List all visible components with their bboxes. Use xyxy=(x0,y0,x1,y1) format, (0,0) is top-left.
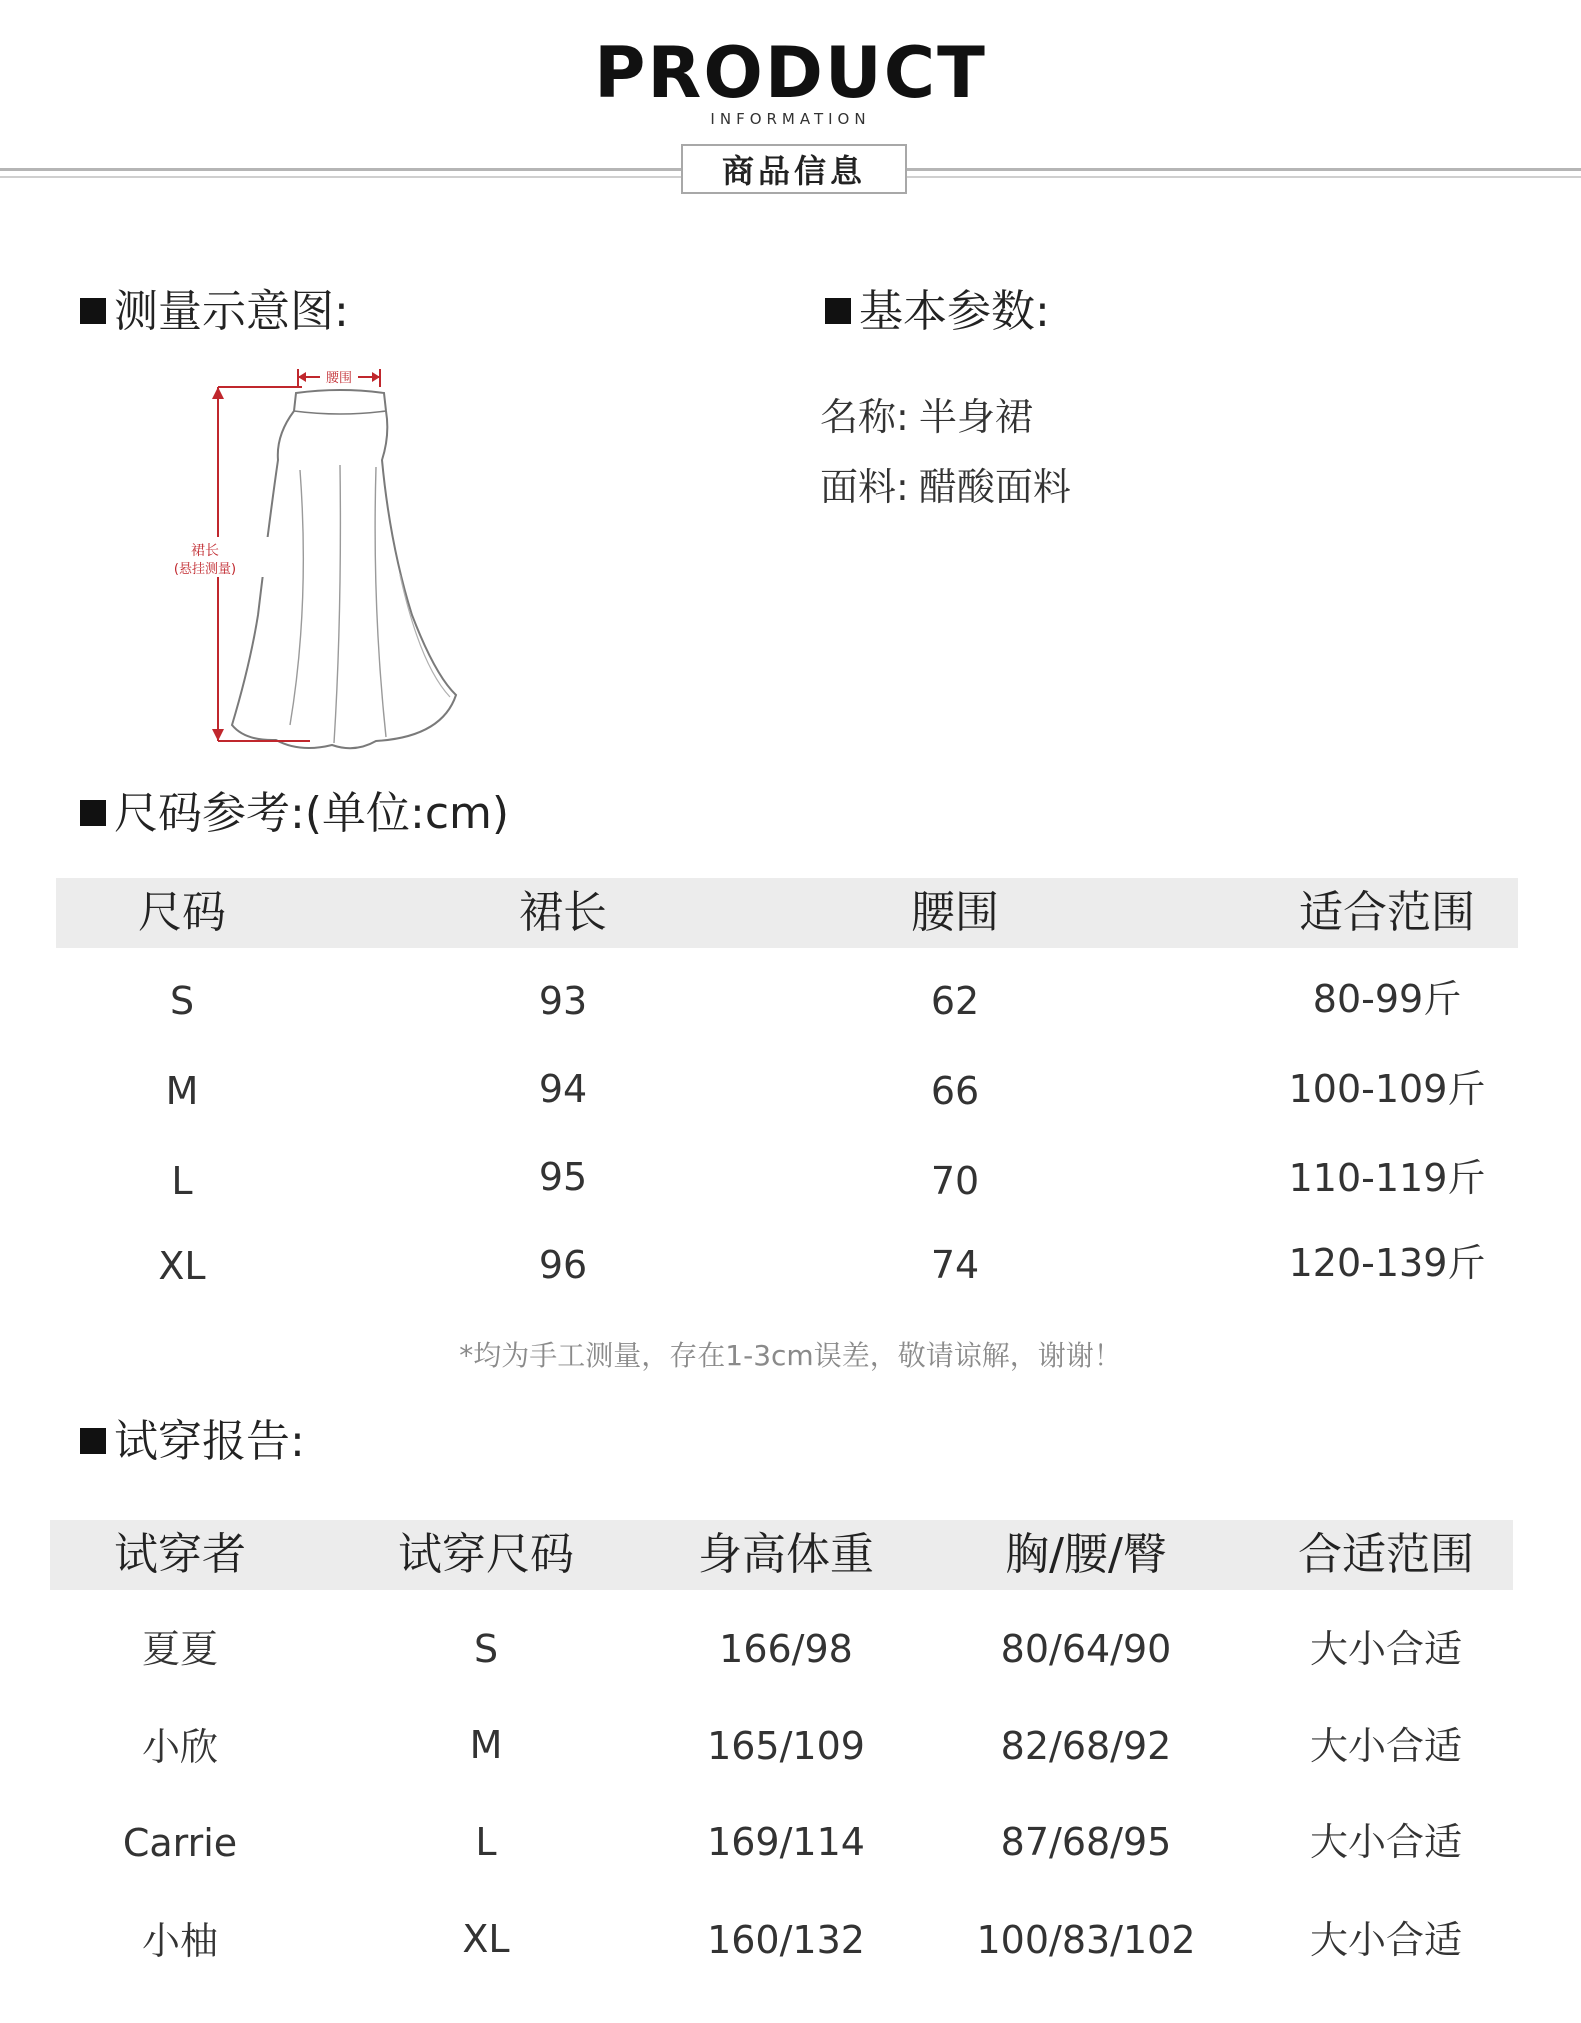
trial-cell: L xyxy=(475,1820,497,1864)
size-cell: 70 xyxy=(930,1159,980,1203)
size-cell: S xyxy=(169,979,195,1023)
trial-cell: XL xyxy=(462,1917,510,1961)
trial-cell: 大小合适 xyxy=(1309,1627,1462,1671)
size-cell: L xyxy=(171,1159,193,1203)
trial-heading-text: 试穿报告: xyxy=(114,1416,305,1467)
trial-cell: M xyxy=(469,1723,503,1767)
size-cell: 110-119斤 xyxy=(1288,1156,1486,1200)
header-label-box: 商品信息 xyxy=(681,144,907,194)
basic-heading xyxy=(825,284,1050,340)
trial-heading xyxy=(80,1414,305,1470)
size-cell: 62 xyxy=(930,979,980,1023)
trial-col-header: 试穿者 xyxy=(114,1529,246,1580)
fabric-label: 面料: xyxy=(820,465,909,509)
name-value: 半身裙 xyxy=(918,395,1033,439)
size-cell: 74 xyxy=(930,1243,980,1287)
trial-col-header: 试穿尺码 xyxy=(398,1529,574,1580)
trial-cell: 大小合适 xyxy=(1309,1820,1462,1864)
trial-cell: 165/109 xyxy=(707,1724,865,1768)
header-subtitle: INFORMATION xyxy=(710,110,871,128)
measure-heading xyxy=(80,284,349,340)
size-cell: 93 xyxy=(538,979,588,1023)
trial-cell: 小欣 xyxy=(141,1725,218,1769)
size-cell: M xyxy=(165,1069,199,1113)
trial-cell: 160/132 xyxy=(707,1918,865,1962)
trial-cell: S xyxy=(473,1627,499,1671)
basic-fabric-row xyxy=(820,462,1071,512)
header-rule-left xyxy=(0,168,681,171)
size-ref-heading xyxy=(80,786,509,842)
size-cell: 100-109斤 xyxy=(1288,1067,1486,1111)
size-col-header: 适合范围 xyxy=(1299,887,1475,938)
size-cell: 66 xyxy=(930,1069,980,1113)
size-cell: 80-99斤 xyxy=(1312,977,1462,1021)
trial-cell: 166/98 xyxy=(719,1627,853,1671)
skirt-measurement-diagram xyxy=(150,365,480,750)
trial-col-header: 身高体重 xyxy=(698,1529,874,1580)
bullet-square-icon xyxy=(825,298,851,324)
basic-heading-text: 基本参数: xyxy=(859,286,1050,337)
measurement-note: *均为手工测量，存在1-3cm误差，敬请谅解，谢谢！ xyxy=(459,1339,1122,1372)
trial-cell: 大小合适 xyxy=(1309,1724,1462,1768)
size-cell: 94 xyxy=(538,1067,588,1111)
length-note: (悬挂测量) xyxy=(173,562,237,577)
trial-cell: 小柚 xyxy=(141,1919,218,1963)
trial-cell: 夏夏 xyxy=(141,1627,218,1671)
trial-cell: 100/83/102 xyxy=(976,1918,1196,1962)
size-col-header: 腰围 xyxy=(911,887,999,938)
name-label: 名称: xyxy=(820,395,909,439)
header-rule-left-thin xyxy=(0,176,681,178)
size-cell: 96 xyxy=(538,1243,588,1287)
bullet-square-icon xyxy=(80,800,106,826)
waist-label: 腰围 xyxy=(325,371,353,386)
size-cell: 120-139斤 xyxy=(1288,1241,1486,1285)
size-col-header: 裙长 xyxy=(519,887,607,938)
trial-cell: 169/114 xyxy=(707,1820,865,1864)
measure-heading-text: 测量示意图: xyxy=(114,286,349,337)
trial-cell: 80/64/90 xyxy=(1000,1627,1172,1671)
size-col-header: 尺码 xyxy=(138,887,226,938)
fabric-value: 醋酸面料 xyxy=(918,465,1071,509)
bullet-square-icon xyxy=(80,298,106,324)
trial-cell: Carrie xyxy=(122,1821,238,1865)
trial-col-header: 胸/腰/臀 xyxy=(1005,1529,1167,1580)
size-ref-heading-text: 尺码参考:(单位:cm) xyxy=(114,788,510,839)
trial-cell: 大小合适 xyxy=(1309,1918,1462,1962)
size-cell: 95 xyxy=(538,1155,588,1199)
header-rule-right xyxy=(907,168,1581,171)
header-title: PRODUCT xyxy=(594,32,987,114)
size-cell: XL xyxy=(158,1244,206,1288)
trial-cell: 82/68/92 xyxy=(1000,1724,1172,1768)
length-label: 裙长 xyxy=(191,543,219,559)
header-rule-right-thin xyxy=(907,176,1581,178)
bullet-square-icon xyxy=(80,1428,106,1454)
trial-cell: 87/68/95 xyxy=(1000,1820,1172,1864)
trial-col-header: 合适范围 xyxy=(1298,1529,1474,1580)
basic-name-row xyxy=(820,392,1033,442)
